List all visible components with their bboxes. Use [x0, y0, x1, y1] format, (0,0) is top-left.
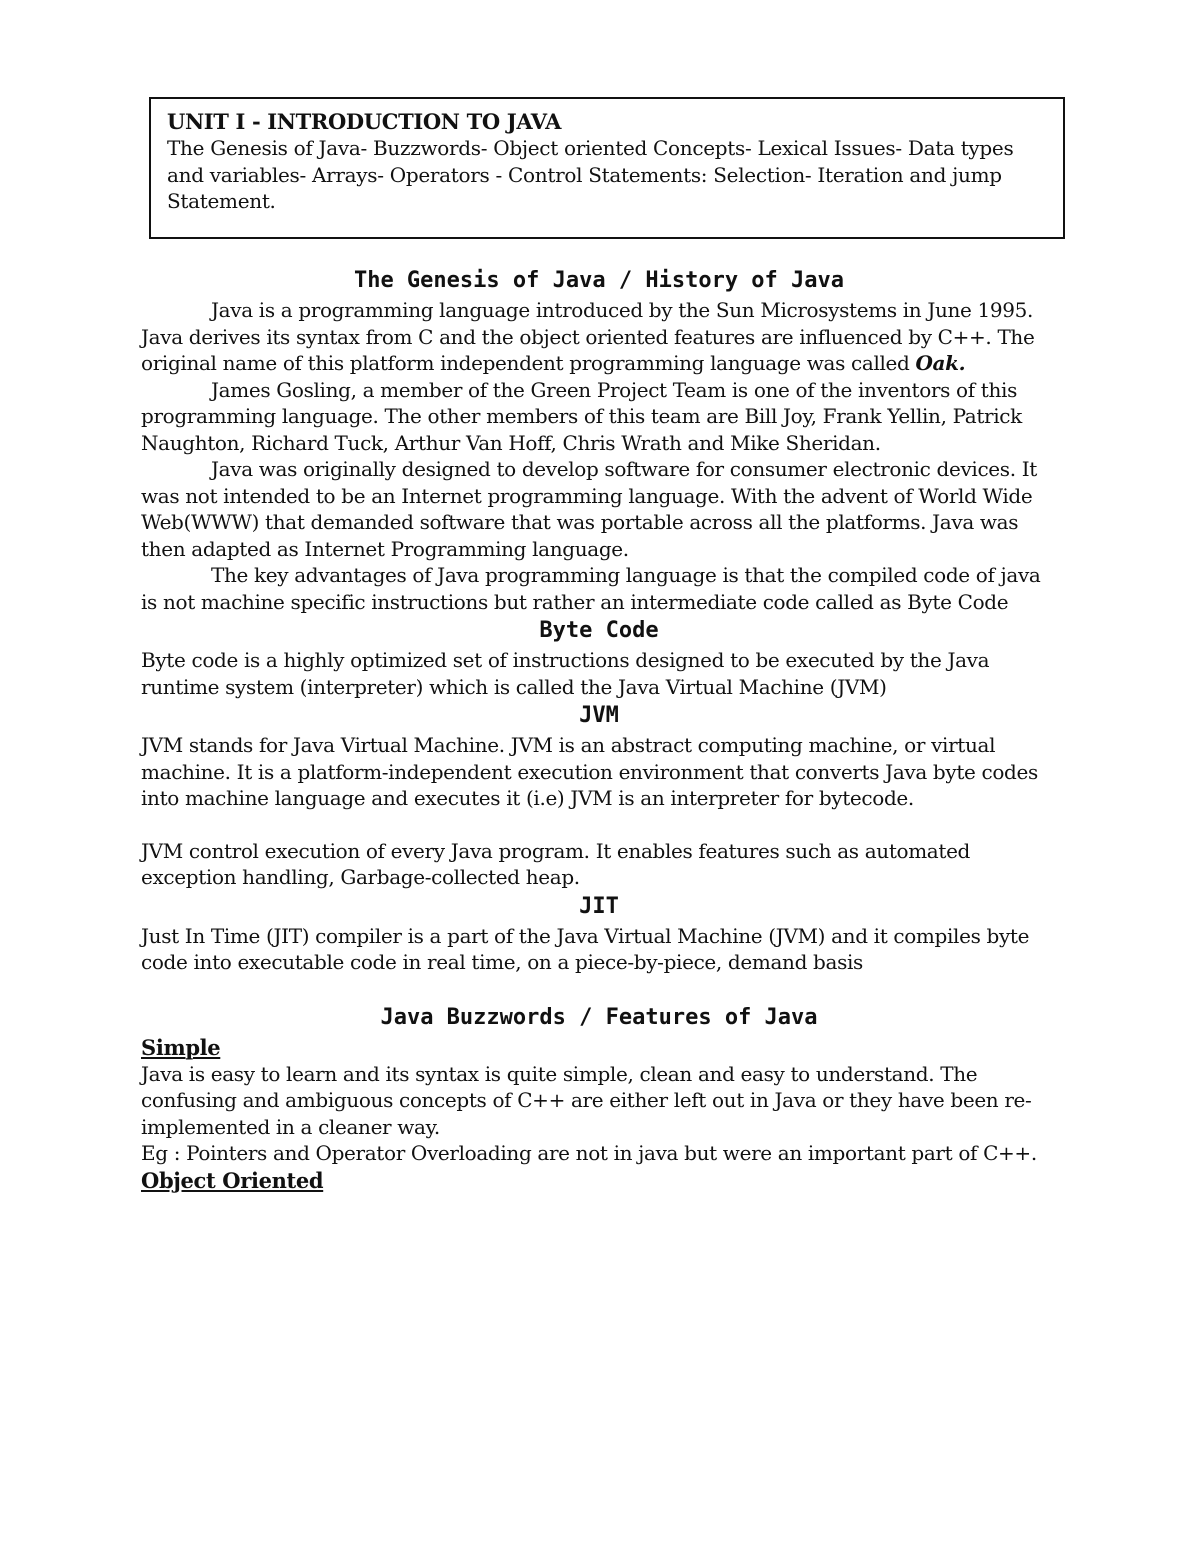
unit-summary-box [149, 97, 1065, 239]
jvm-paragraph-2: JVM control execution of every Java program. It enables features such as automated exception handling, Garbage-collected heap. [141, 838, 971, 889]
genesis-paragraph-2: James Gosling, a member of the Green Project Team is one of the inventors of this programming language. The other members of this team are Bill Joy, Frank Yellin, Patrick Naughton, Richard Tuck, Arthur Van Hoff, Chris Wrath and Mike Sheridan. [141, 377, 1022, 455]
genesis-heading: The Genesis of Java / History of Java [353, 268, 845, 293]
genesis-paragraph-3: Java was originally designed to develop software for consumer electronic devices. It was not intended to be an Internet programming language. With the advent of World Wide Web(WWW) that demanded software that was portable across all the platforms. Java was then adapted as Internet Programming language. [141, 457, 1037, 561]
jit-heading: JIT [579, 893, 619, 919]
genesis-paragraph-1 [141, 297, 1057, 377]
document-body [141, 265, 1057, 1194]
object-oriented-subheading: Object Oriented [141, 1167, 324, 1193]
unit-title: UNIT I - INTRODUCTION TO JAVA [167, 109, 562, 134]
unit-description: The Genesis of Java- Buzzwords- Object oriented Concepts- Lexical Issues- Data types and variables- Arrays- Operators - Control Statements: Selection- Iteration and jump Statement. [167, 136, 1014, 213]
simple-example: Eg : Pointers and Operator Overloading are not in java but were an important part of C++. [141, 1141, 1037, 1165]
simple-subheading: Simple [141, 1034, 221, 1060]
jvm-heading: JVM [579, 703, 619, 728]
byte-code-paragraph: Byte code is a highly optimized set of instructions designed to be executed by the Java runtime system (interpreter) which is called the Java Virtual Machine (JVM) [141, 648, 990, 699]
simple-paragraph: Java is easy to learn and its syntax is quite simple, clean and easy to understand. The confusing and ambiguous concepts of C++ are either left out in Java or they have been re-implemented in a cleaner way. [141, 1061, 1032, 1139]
buzzwords-heading: Java Buzzwords / Features of Java [380, 1004, 818, 1030]
jvm-paragraph-1: JVM stands for Java Virtual Machine. JVM is an abstract computing machine, or virtual machine. It is a platform-independent execution environment that converts Java byte codes into machine language and executes it (i.e) JVM is an interpreter for bytecode. [141, 733, 1038, 810]
genesis-paragraph-1-text: Java is a programming language introduced by the Sun Microsystems in June 1995. Java derives its syntax from C and the object oriented features are influenced by C++. The original name of this platform independent programming language was called [141, 298, 1035, 375]
genesis-paragraph-4: The key advantages of Java programming language is that the compiled code of java is not machine specific instructions but rather an intermediate code called as Byte Code [141, 563, 1041, 614]
jit-paragraph: Just In Time (JIT) compiler is a part of the Java Virtual Machine (JVM) and it compiles byte code into executable code in real time, on a piece-by-piece, demand basis [141, 923, 1030, 974]
oak-emphasis: Oak. [915, 351, 966, 375]
byte-code-heading: Byte Code [539, 618, 659, 643]
